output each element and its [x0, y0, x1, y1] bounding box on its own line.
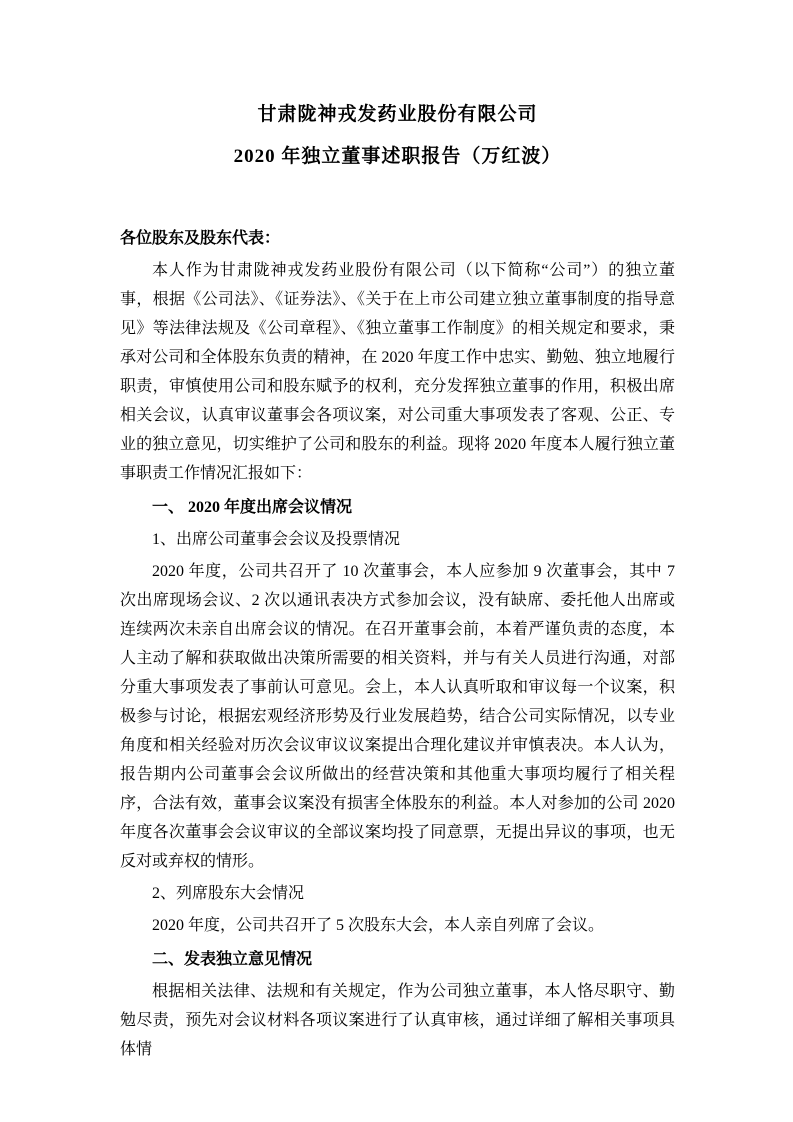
paragraph: 本人作为甘肃陇神戎发药业股份有限公司（以下简称“公司”）的独立董事，根据《公司法》、《证券法》、《关于在上市公司建立独立董事制度的指导意见》等法律法规及《公司章程》、《独立董事工作制度》的相关规定和要求，秉承对公司和全体股东负责的精神，在 2020 年度工作中忠实、勤勉、独立地履行职责，审慎使用公司和股东赋予的权利，充分发挥独立董事的作用，积极出席相关会议，认真审议董事会各项议案，对公司重大事项发表了客观、公正、专业的独立意见，切实维护了公司和股东的利益。现将 2020 年度本人履行独立董事职责工作情况汇报如下：: [120, 262, 675, 482]
sub-heading: 2、列席股东大会情况: [152, 885, 305, 902]
sub-heading: 1、出席公司董事会会议及投票情况: [152, 531, 401, 548]
paragraph: 2020 年度，公司共召开了 10 次董事会，本人应参加 9 次董事会，其中 7 次出席现场会议、2 次以通讯表决方式参加会议，没有缺席、委托他人出席或连续两次未亲自出席会议的情况。在召开董事会前，本着严谨负责的态度，本人主动了解和获取做出决策所需要的相关资料，并与有关人员进行沟通，对部分重大事项发表了事前认可意见。会上，本人认真听取和审议每一个议案，积极参与讨论，根据宏观经济形势及行业发展趋势，结合公司实际情况，以专业角度和相关经验对历次会议审议议案提出合理化建议并审慎表决。本人认为，报告期内公司董事会会议所做出的经营决策和其他重大事项均履行了相关程序，合法有效，董事会议案没有损害全体股东的利益。本人对参加的公司 2020 年度各次董事会会议审议的全部议案均投了同意票，无提出异议的事项，也无反对或弃权的情形。: [120, 563, 675, 870]
section-heading: 一、 2020 年度出席会议情况: [152, 499, 353, 516]
document-title: [120, 100, 675, 172]
document-body: [120, 224, 675, 1064]
document-title-line2: 2020 年独立董事述职报告（万红波）: [233, 146, 562, 167]
document-title-line1: 甘肃陇神戎发药业股份有限公司: [257, 104, 538, 125]
salutation: 各位股东及股东代表：: [120, 230, 281, 247]
section-heading: 二、发表独立意见情况: [152, 951, 313, 968]
paragraph: 2020 年度，公司共召开了 5 次股东大会，本人亲自列席了会议。: [152, 917, 605, 934]
paragraph: 根据相关法律、法规和有关规定，作为公司独立董事，本人恪尽职守、勤勉尽责，预先对会议材料各项议案进行了认真审核，通过详细了解相关事项具体情: [120, 983, 675, 1058]
